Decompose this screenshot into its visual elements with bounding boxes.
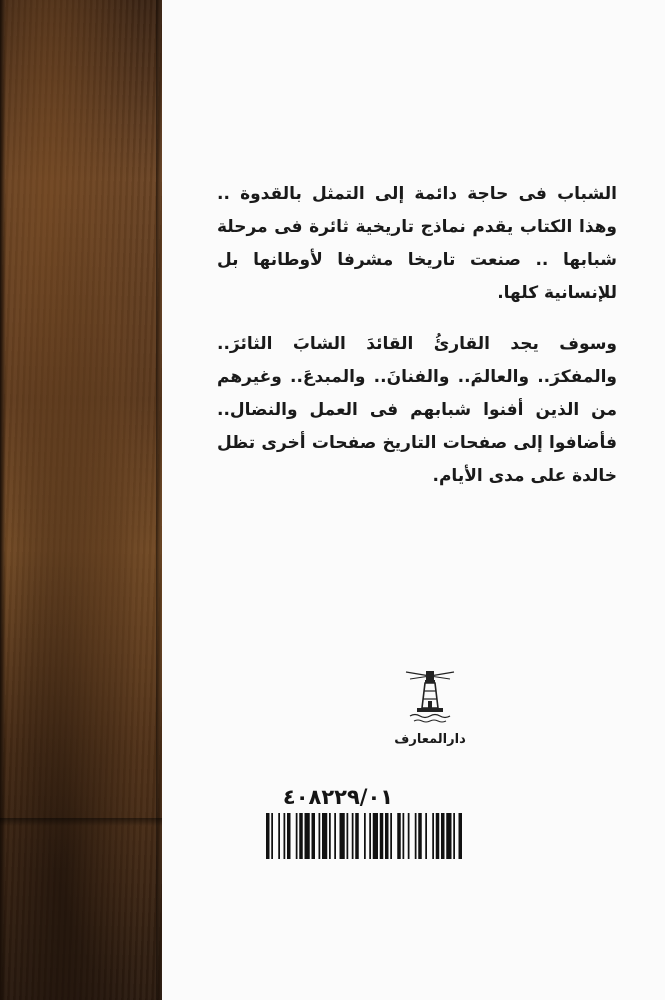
blurb-paragraph-2: وسوف يجد القارئُ القائدَ الشابَ الثائرَ.. والمفكرَ.. والعالمَ.. والفنانَ.. والمبدعَ.. وغيرهم من الذين أفنوا شبابهم فى العمل والنضال.. فأضافوا إلى صفحات التاريخ صفحات أخرى تظل خالدة على مدى الأيام.	[217, 334, 617, 486]
publisher-logo	[380, 666, 480, 747]
publisher-name: دارالمعارف	[394, 732, 466, 747]
spine-band	[0, 818, 162, 826]
spine-outer-shadow	[0, 0, 6, 1000]
book-code: ٤٠٨٢٢٩/٠١	[282, 785, 394, 809]
blurb-paragraph-1: الشباب فى حاجة دائمة إلى التمثل بالقدوة .. وهذا الكتاب يقدم نماذج تاريخية ثائرة فى مرحلة شبابها .. صنعت تاريخا مشرفا لأوطانها بل للإنسانية كلها.	[217, 184, 617, 303]
barcode-icon	[266, 813, 604, 859]
lighthouse-icon	[400, 666, 460, 724]
back-cover-blurb	[217, 178, 617, 511]
spine-inner-shadow	[156, 0, 162, 1000]
leather-spine	[0, 0, 162, 1000]
